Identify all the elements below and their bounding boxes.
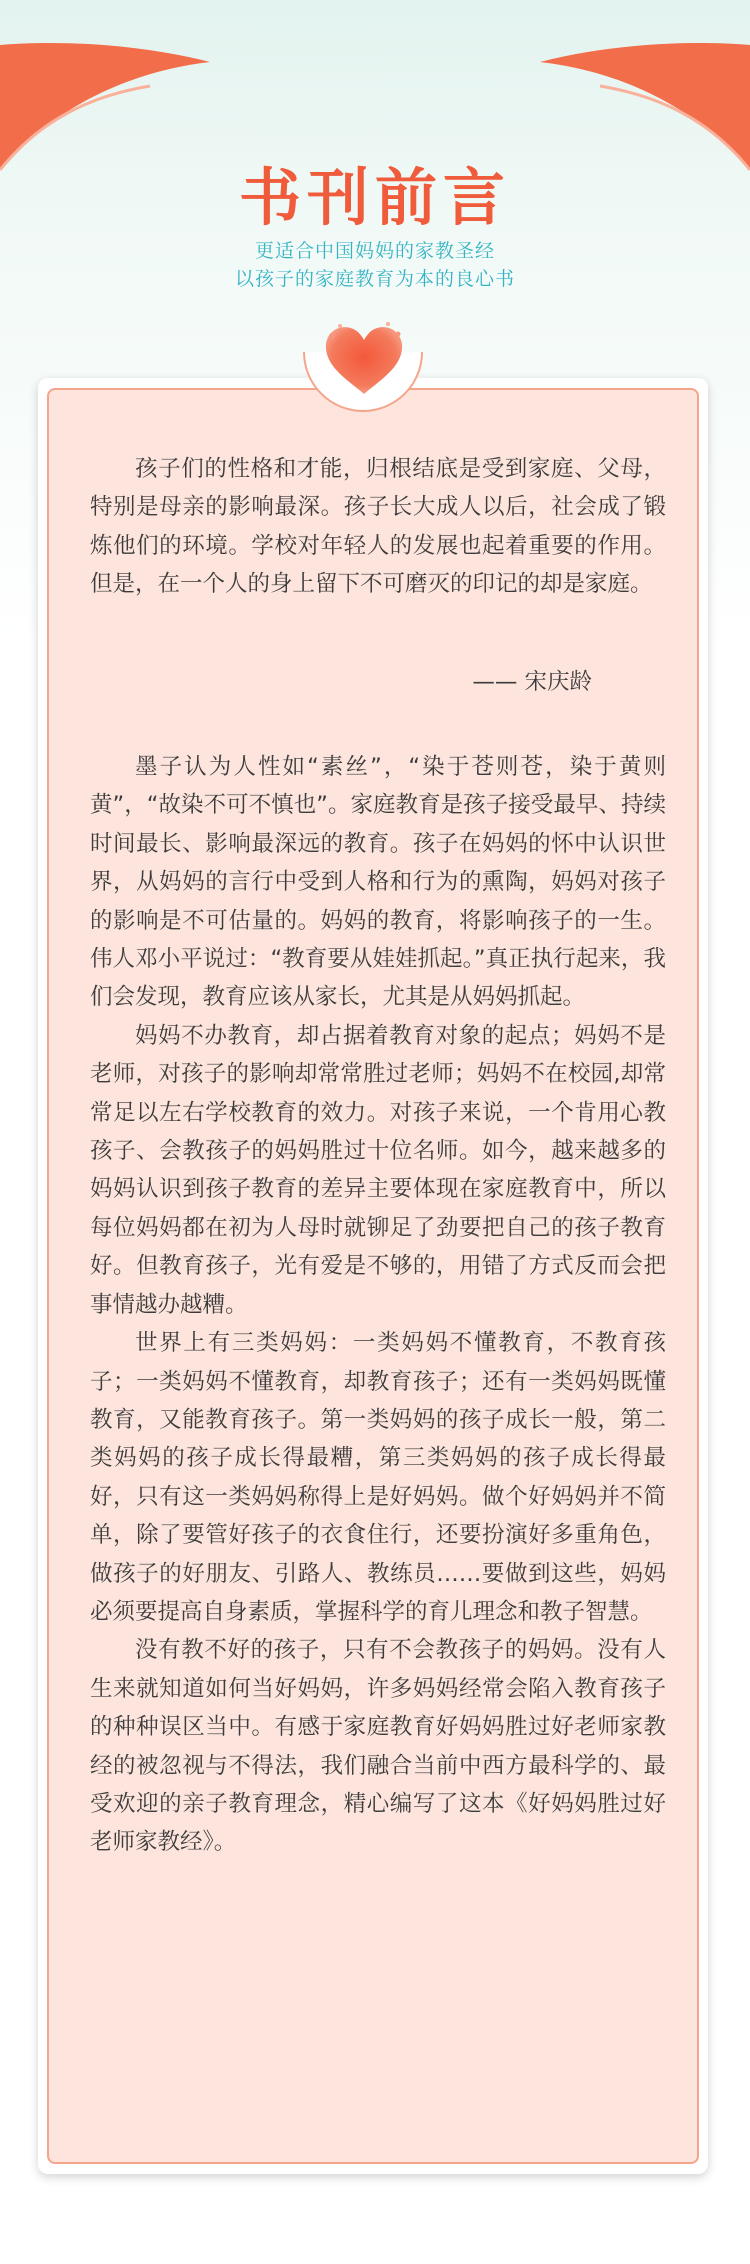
- paragraph-4: 没有教不好的孩子，只有不会教孩子的妈妈。没有人生来就知道如何当好妈妈，许多妈妈经常会陷入教育孩子的种种误区当中。有感于家庭教育好妈妈胜过好老师家教经的被忽视与不得法，我们融合当前中西方最科学的、最受欢迎的亲子教育理念，精心编写了这本《好妈妈胜过好老师家教经》。: [90, 1637, 666, 1856]
- subtitle-line-1: 更适合中国妈妈的家教圣经: [254, 240, 495, 262]
- subtitle-line-2: 以孩子的家庭教育为本的良心书: [234, 268, 515, 290]
- body-text: [90, 748, 666, 1862]
- paragraph-2: 妈妈不办教育，却占据着教育对象的起点；妈妈不是老师，对孩子的影响却常常胜过老师；妈妈不在校园,却常常足以左右学校教育的效力。对孩子来说，一个肯用心教孩子、会教孩子的妈妈胜过十位名师。如今，越来越多的妈妈认识到孩子教育的差异主要体现在家庭教育中，所以每位妈妈都在初为人母时就铆足了劲要把自己的孩子教育好。但教育孩子，光有爱是不够的，用错了方式反而会把事情越办越糟。: [90, 1022, 666, 1318]
- quote-text: 孩子们的性格和才能，归根结底是受到家庭、父母，特别是母亲的影响最深。孩子长大成人以后，社会成了锻炼他们的环境。学校对年轻人的发展也起着重要的作用。但是，在一个人的身上留下不可磨灭的印记的却是家庭。: [90, 456, 666, 598]
- page-title: 书刊前言: [238, 161, 511, 234]
- paragraph-3: 世界上有三类妈妈：一类妈妈不懂教育，不教育孩子；一类妈妈不懂教育，却教育孩子；还有一类妈妈既懂教育，又能教育孩子。第一类妈妈的孩子成长一般，第二类妈妈的孩子成长得最糟，第三类妈妈的孩子成长得最好，只有这一类妈妈称得上是好妈妈。做个好妈妈并不简单，除了要管好孩子的衣食住行，还要扮演好多重角色，做孩子的好朋友、引路人、教练员……要做到这些，妈妈必须要提高自身素质，掌握科学的育儿理念和教子智慧。: [90, 1330, 666, 1625]
- paragraph-1: 墨子认为人性如“素丝”，“染于苍则苍，染于黄则黄”，“故染不可不慎也”。家庭教育是孩子接受最早、持续时间最长、影响最深远的教育。孩子在妈妈的怀中认识世界，从妈妈的言行中受到人格和行为的熏陶，妈妈对孩子的影响是不可估量的。妈妈的教育，将影响孩子的一生。伟人邓小平说过：“教育要从娃娃抓起。”真正执行起来，我们会发现，教育应该从家长，尤其是从妈妈抓起。: [90, 754, 666, 1011]
- heart-icon: [318, 318, 410, 398]
- quote-attribution: —— 宋庆龄: [472, 669, 592, 695]
- quote-block: [90, 450, 666, 604]
